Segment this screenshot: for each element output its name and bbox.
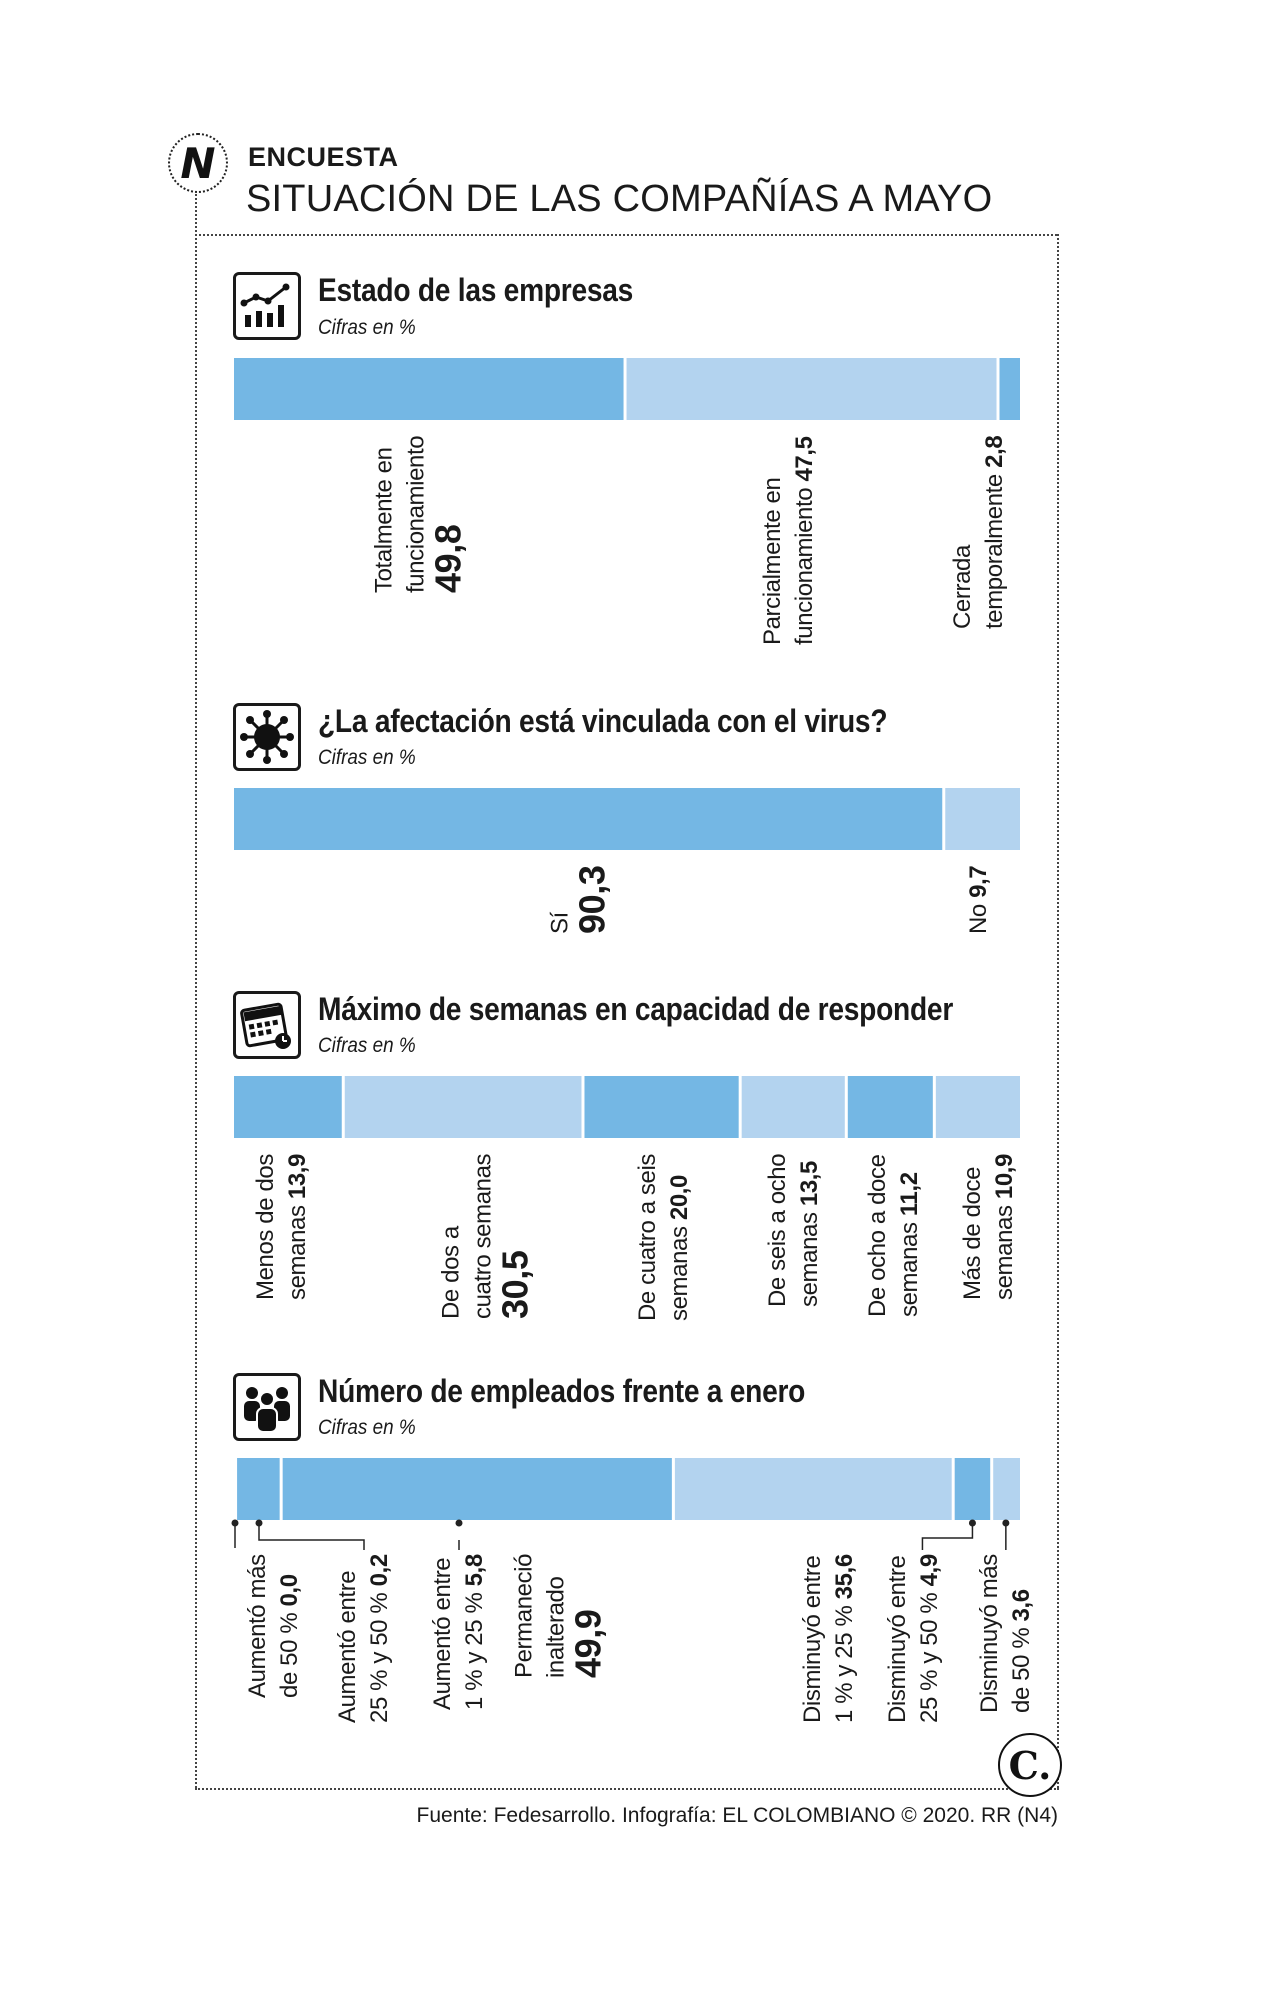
value-label-large: 90,3 [571,865,613,934]
category-label-0-1 [757,436,821,645]
section-subtitle-empleados: Cifras en % [318,1416,416,1439]
category-label-text: Aumentó entre [429,1557,456,1710]
bar-segment-1 [625,358,998,420]
category-label-text: Parcialmente en [759,477,786,645]
category-label-text: Menos de dos [252,1154,279,1300]
kicker: ENCUESTA [248,142,399,172]
value-label: 47,5 [791,436,818,482]
value-label: 20,0 [666,1175,693,1221]
bar-segment-4 [846,1076,934,1138]
category-label-text: Disminuyó más [976,1554,1003,1713]
section-title-semanas: Máximo de semanas en capacidad de responder [318,991,954,1027]
page-title: SITUACIÓN DE LAS COMPAÑÍAS A MAYO [246,178,993,220]
category-label-3-2 [427,1554,491,1710]
category-label-0-0 [369,436,470,593]
category-label-text: Sí [546,912,574,934]
leader-dot [1002,1520,1009,1527]
bar-segment-5 [953,1458,992,1520]
section-subtitle-semanas: Cifras en % [318,1034,416,1057]
people-icon [233,1373,301,1441]
frame-border-left [195,194,197,1788]
leader-line [259,1523,364,1550]
calendar-icon [233,991,301,1059]
bar-segment-0 [234,358,625,420]
bar-segment-1 [343,1076,583,1138]
section-subtitle-virus: Cifras en % [318,746,416,769]
category-label-3-0 [242,1554,306,1698]
value-label-large: 49,8 [427,524,469,593]
value-label: 3,6 [1008,1589,1035,1622]
category-label-2-1 [436,1154,537,1319]
leader-dot [456,1520,463,1527]
value-label: 2,8 [981,435,1008,468]
category-label-3-5 [882,1554,946,1723]
el-colombiano-logo-icon: C. [998,1733,1062,1797]
value-label: 0,2 [366,1554,393,1587]
bar-segment-4 [673,1458,953,1520]
category-label-text: Más de doce [959,1166,986,1300]
category-label-text: No [965,904,992,934]
category-label-text: temporalmente [981,474,1008,629]
category-label-text: De seis a ocho [764,1153,791,1307]
category-label-text: Cerrada [949,545,976,629]
category-label-text: De ocho a doce [864,1154,891,1317]
value-label: 0,0 [276,1574,303,1607]
category-label-text: funcionamiento [402,435,430,593]
category-label-text: 25 % y 50 % [366,1592,393,1723]
leader-line [922,1523,972,1550]
leader-dot [256,1520,263,1527]
section-subtitle-estado: Cifras en % [318,316,416,339]
category-label-3-3 [509,1554,610,1678]
virus-icon [233,703,301,771]
frame-border-right [1057,234,1059,1788]
category-label-text: Aumentó más [244,1554,271,1698]
value-label: 9,7 [965,865,992,898]
category-label-0-2 [947,436,1011,629]
category-label-text: semanas [896,1222,923,1317]
bar-segment-3 [281,1458,673,1520]
bar-segment-5 [934,1076,1020,1138]
category-label-2-5 [957,1154,1021,1300]
bar-svg [234,358,1040,758]
section-title-virus: ¿La afectación está vinculada con el virus? [318,703,888,739]
category-label-3-6 [974,1554,1038,1713]
n-badge-icon: N [168,133,228,193]
category-label-text: funcionamiento [791,487,818,645]
category-label-text: Disminuyó entre [799,1555,826,1723]
bar-segment-2 [583,1076,740,1138]
category-label-text: 1 % y 25 % [461,1592,488,1710]
value-label: 10,9 [991,1154,1018,1200]
category-label-2-0 [250,1154,314,1300]
bar-segment-0 [234,1076,343,1138]
category-label-text: de 50 % [1008,1627,1035,1713]
value-label: 11,2 [896,1172,923,1217]
category-label-text: De cuatro a seis [634,1153,661,1321]
value-label-large: 49,9 [567,1609,609,1678]
category-label-text: De dos a [437,1226,465,1319]
category-label-text: 1 % y 25 % [831,1605,858,1723]
category-label-3-1 [332,1554,396,1723]
category-label-text: semanas [796,1212,823,1307]
category-label-text: Aumentó entre [334,1570,361,1723]
category-label-text: inalterado [542,1576,570,1678]
value-label: 13,5 [796,1161,823,1207]
bar-segment-1 [944,788,1020,850]
category-label-1-0 [545,866,614,934]
value-label: 4,9 [916,1554,943,1587]
category-label-2-2 [632,1154,696,1321]
value-label: 5,8 [461,1554,488,1587]
category-label-3-4 [797,1554,861,1723]
value-label: 13,9 [284,1154,311,1200]
source-note: Fuente: Fedesarrollo. Infografía: EL COLOMBIANO © 2020. RR (N4) [416,1804,1058,1827]
leader-dot [232,1520,239,1527]
value-label: 35,6 [831,1554,858,1600]
bar-segment-2 [998,358,1020,420]
category-label-text: cuatro semanas [469,1153,497,1319]
category-label-text: de 50 % [276,1612,303,1698]
section-title-empleados: Número de empleados frente a enero [318,1373,806,1409]
line-bar-chart-icon [233,272,301,340]
category-label-text: 25 % y 50 % [916,1592,943,1723]
bar-segment-2 [236,1458,282,1520]
category-label-text: Totalmente en [370,447,398,593]
category-label-text: Disminuyó entre [884,1555,911,1723]
category-label-text: semanas [284,1205,311,1300]
category-label-2-4 [862,1154,926,1317]
bar-segment-3 [740,1076,846,1138]
bar-segment-6 [992,1458,1020,1520]
frame-border-top [195,234,1057,236]
category-label-text: semanas [991,1205,1018,1300]
leader-dot [969,1520,976,1527]
value-label-large: 30,5 [494,1250,536,1319]
category-label-1-1 [963,866,995,934]
category-label-text: semanas [666,1226,693,1321]
section-title-estado: Estado de las empresas [318,272,634,308]
category-label-text: Permaneció [510,1553,538,1678]
category-label-2-3 [762,1154,826,1307]
bar-segment-0 [234,788,944,850]
